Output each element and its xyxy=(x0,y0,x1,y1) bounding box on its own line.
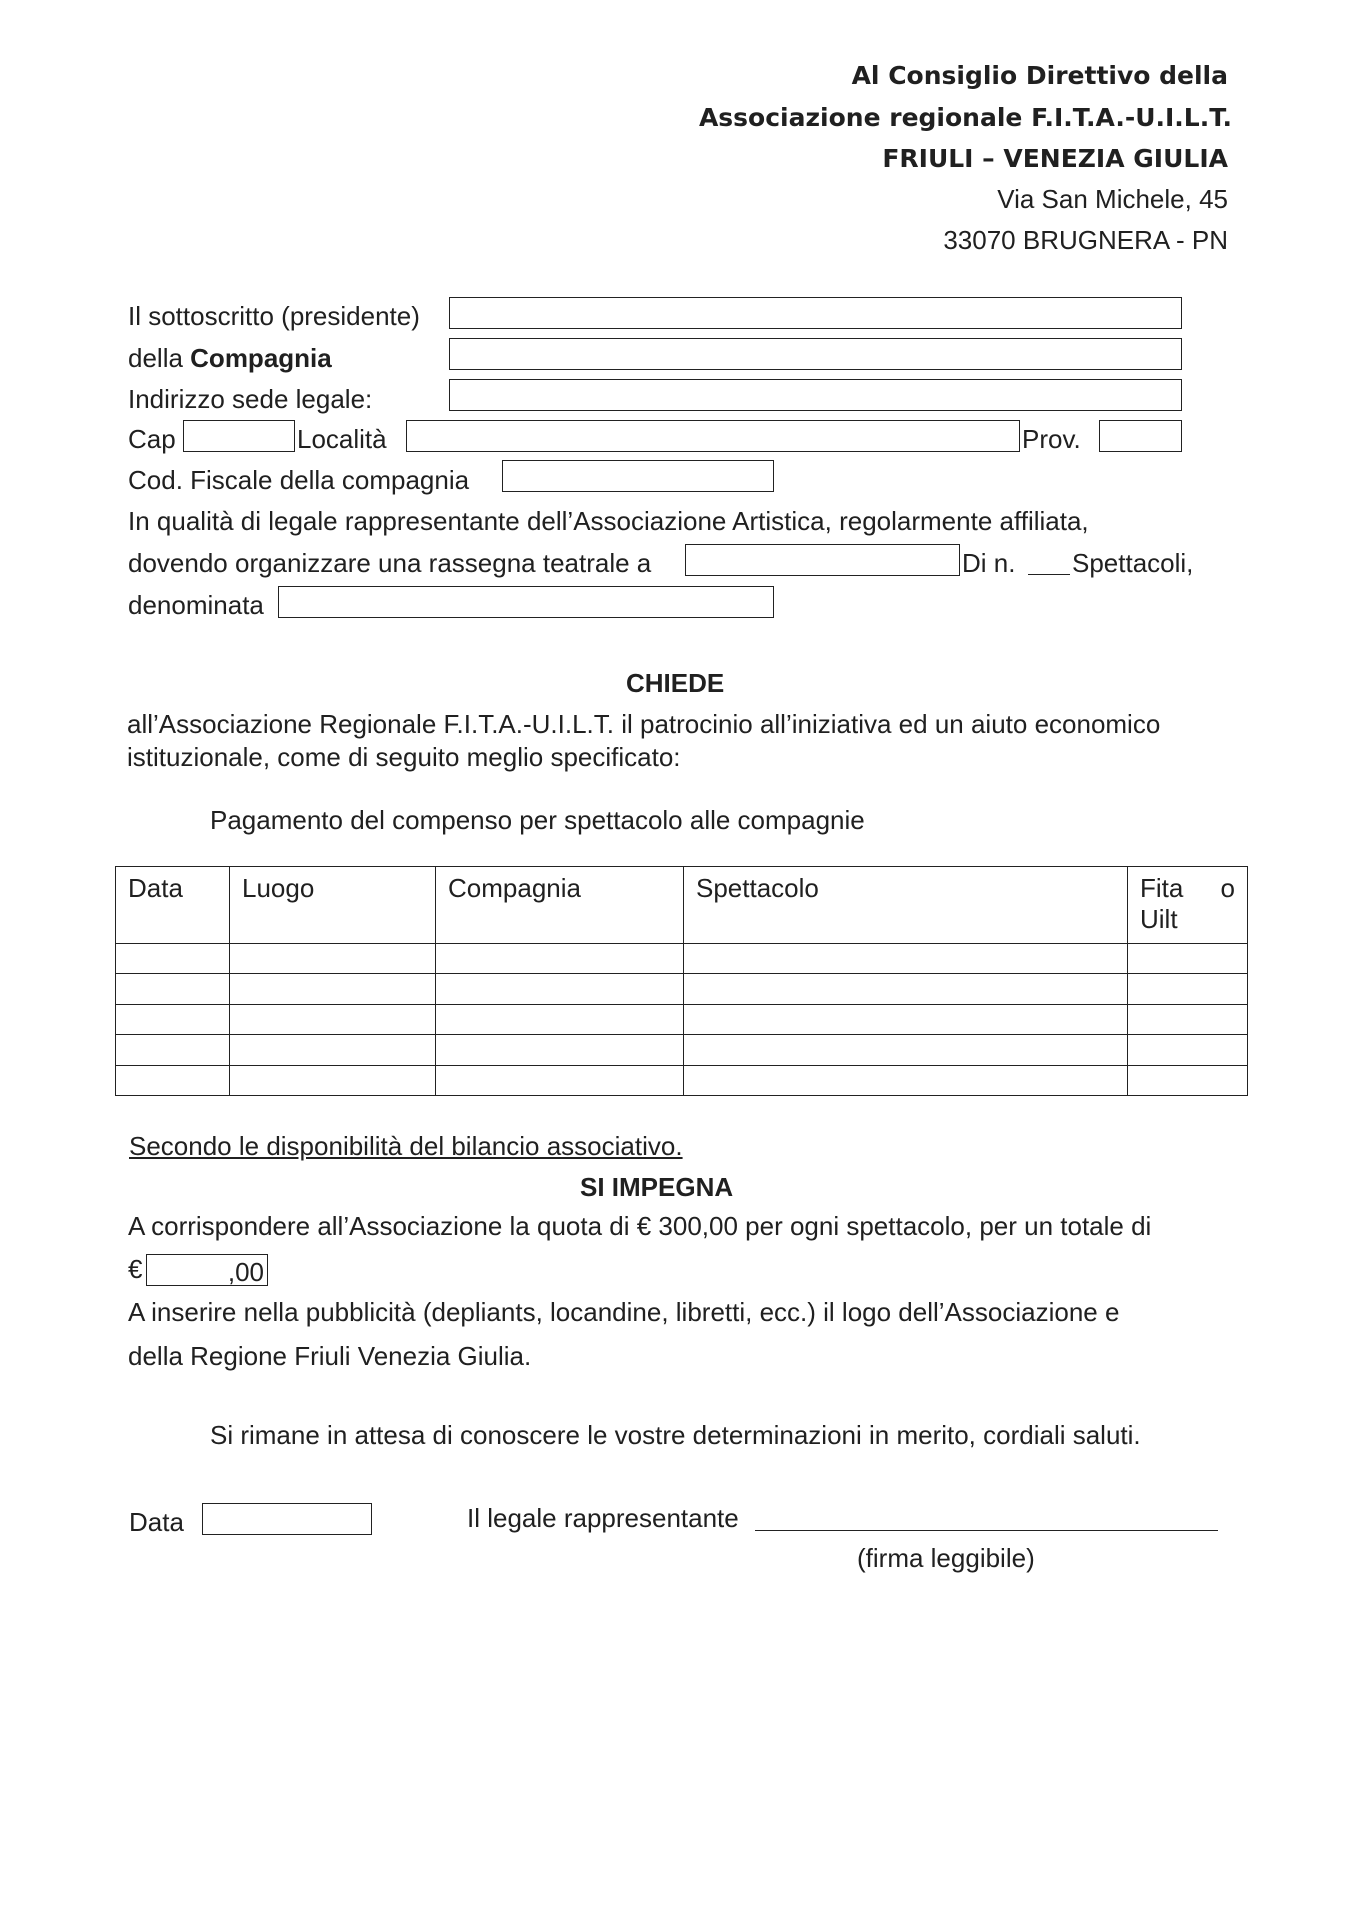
euro-symbol: € xyxy=(128,1254,143,1284)
company-row-label xyxy=(128,345,332,371)
shows-count-line[interactable] xyxy=(1028,574,1070,575)
cell-company[interactable] xyxy=(436,1035,684,1065)
commitment-title: SI IMPEGNA xyxy=(580,1172,734,1202)
president-field[interactable] xyxy=(449,297,1182,329)
address-label: Indirizzo sede legale: xyxy=(128,384,373,414)
cents-label: ,00 xyxy=(227,1257,264,1287)
prov-field[interactable] xyxy=(1099,420,1182,452)
recipient-line-5: 33070 BRUGNERA - PN xyxy=(943,225,1228,255)
named-label: denominata xyxy=(128,590,264,620)
table-row xyxy=(116,1035,1248,1065)
date-field[interactable] xyxy=(202,1503,372,1535)
taxcode-label: Cod. Fiscale della compagnia xyxy=(128,465,470,495)
request-text-line-1: all’Associazione Regionale F.I.T.A.-U.I.L.T. il patrocinio all’iniziativa ed un aiuto economico xyxy=(127,709,1161,739)
cell-fita-uilt[interactable] xyxy=(1128,1004,1248,1034)
shows-suffix: Spettacoli, xyxy=(1072,548,1194,578)
prov-label: Prov. xyxy=(1022,424,1081,454)
cell-fita-uilt[interactable] xyxy=(1128,1065,1248,1095)
cell-date[interactable] xyxy=(116,1004,230,1034)
president-label: Il sottoscritto (presidente) xyxy=(128,301,420,331)
closing-text: Si rimane in attesa di conoscere le vostre determinazioni in merito, cordiali saluti. xyxy=(210,1420,1141,1450)
cell-place[interactable] xyxy=(230,974,436,1004)
recipient-line-2: Associazione regionale F.I.T.A.-U.I.L.T. xyxy=(698,103,1232,132)
cell-company[interactable] xyxy=(436,944,684,974)
organizing-label: dovendo organizzare una rassegna teatrale a xyxy=(128,548,652,578)
cap-label: Cap xyxy=(128,424,176,454)
cell-show[interactable] xyxy=(684,974,1128,1004)
cell-show[interactable] xyxy=(684,1035,1128,1065)
advert-line-1: A inserire nella pubblicità (depliants, locandine, libretti, ecc.) il logo dell’Associazione e xyxy=(128,1297,1120,1327)
cell-company[interactable] xyxy=(436,1065,684,1095)
header-or: o xyxy=(1220,873,1235,903)
cell-date[interactable] xyxy=(116,1035,230,1065)
cell-date[interactable] xyxy=(116,1065,230,1095)
representative-label: Il legale rappresentante xyxy=(467,1503,739,1533)
signature-line[interactable] xyxy=(755,1530,1218,1531)
total-amount-field[interactable] xyxy=(146,1254,268,1286)
shows-prefix: Di n. xyxy=(962,548,1016,578)
cell-date[interactable] xyxy=(116,974,230,1004)
cell-place[interactable] xyxy=(230,1035,436,1065)
company-prefix: della xyxy=(128,343,191,373)
cell-company[interactable] xyxy=(436,974,684,1004)
table-row xyxy=(116,1004,1248,1034)
locality-field[interactable] xyxy=(406,420,1020,452)
locality-label: Località xyxy=(297,424,387,454)
budget-note: Secondo le disponibilità del bilancio associativo. xyxy=(129,1131,683,1161)
recipient-line-3: FRIULI – VENEZIA GIULIA xyxy=(882,144,1228,173)
header-company: Compagnia xyxy=(436,867,684,944)
fee-text: A corrispondere all’Associazione la quota di € 300,00 per ogni spettacolo, per un totale di xyxy=(128,1211,1152,1241)
table-header-row xyxy=(116,867,1248,944)
address-field[interactable] xyxy=(449,379,1182,411)
header-place: Luogo xyxy=(230,867,436,944)
cell-fita-uilt[interactable] xyxy=(1128,974,1248,1004)
date-label: Data xyxy=(129,1507,184,1537)
cell-place[interactable] xyxy=(230,1065,436,1095)
payment-text: Pagamento del compenso per spettacolo alle compagnie xyxy=(210,805,865,835)
advert-line-2: della Regione Friuli Venezia Giulia. xyxy=(128,1341,532,1371)
legible-signature-note: (firma leggibile) xyxy=(857,1543,1035,1573)
cell-fita-uilt[interactable] xyxy=(1128,1035,1248,1065)
cell-date[interactable] xyxy=(116,944,230,974)
recipient-line-4: Via San Michele, 45 xyxy=(997,184,1228,214)
cell-show[interactable] xyxy=(684,1004,1128,1034)
cell-show[interactable] xyxy=(684,944,1128,974)
company-field[interactable] xyxy=(449,338,1182,370)
taxcode-field[interactable] xyxy=(502,460,774,492)
cell-place[interactable] xyxy=(230,1004,436,1034)
header-uilt: Uilt xyxy=(1140,904,1178,934)
cell-fita-uilt[interactable] xyxy=(1128,944,1248,974)
festival-name-field[interactable] xyxy=(278,586,774,618)
company-label: Compagnia xyxy=(190,343,332,373)
table-row xyxy=(116,944,1248,974)
capacity-text: In qualità di legale rappresentante dell’Associazione Artistica, regolarmente affiliata, xyxy=(128,506,1089,536)
header-fita-uilt xyxy=(1128,867,1248,944)
request-text-line-2: istituzionale, come di seguito meglio specificato: xyxy=(127,742,681,772)
recipient-line-1: Al Consiglio Direttivo della xyxy=(851,61,1228,90)
cap-field[interactable] xyxy=(183,420,295,452)
header-date: Data xyxy=(116,867,230,944)
table-row xyxy=(116,974,1248,1004)
header-show: Spettacolo xyxy=(684,867,1128,944)
festival-location-field[interactable] xyxy=(685,544,960,576)
cell-place[interactable] xyxy=(230,944,436,974)
header-fita: Fita xyxy=(1140,873,1184,903)
cell-show[interactable] xyxy=(684,1065,1128,1095)
request-title: CHIEDE xyxy=(626,668,725,698)
table-row xyxy=(116,1065,1248,1095)
shows-table xyxy=(115,866,1248,1096)
cell-company[interactable] xyxy=(436,1004,684,1034)
